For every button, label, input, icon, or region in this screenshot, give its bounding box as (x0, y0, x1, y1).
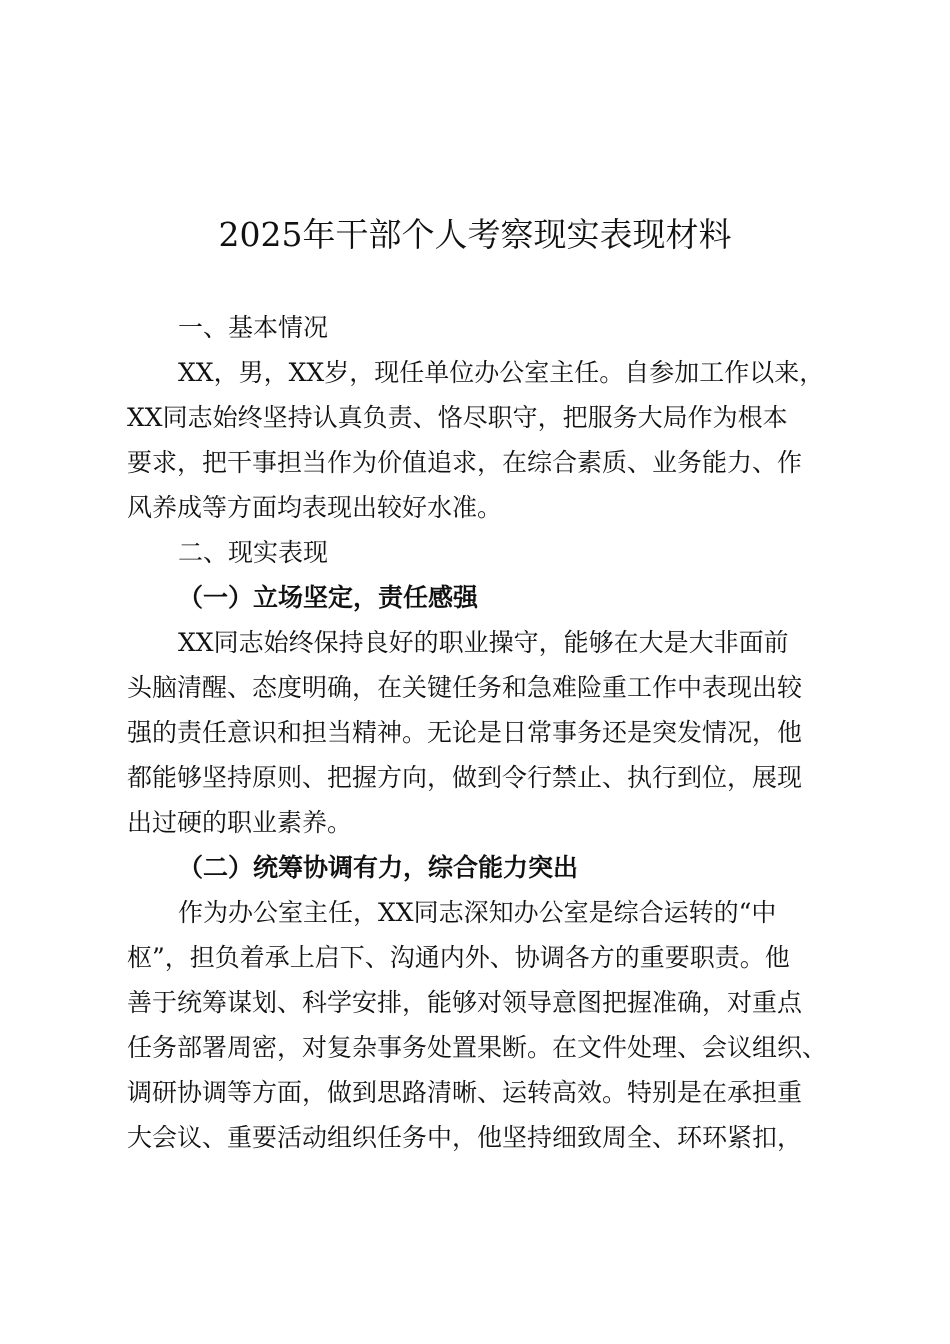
section-heading-basic-info: 一、基本情况 (178, 313, 329, 342)
paragraph-line: 头脑清醒、态度明确，在关键任务和急难险重工作中表现出较 (127, 673, 803, 702)
paragraph-line: XX，男，XX岁，现任单位办公室主任。自参加工作以来， (178, 358, 825, 387)
paragraph-line: 都能够坚持原则、把握方向，做到令行禁止、执行到位，展现 (127, 763, 803, 792)
subheading-coordination: （二）统筹协调有力，综合能力突出 (178, 853, 579, 882)
paragraph-line: XX同志始终保持良好的职业操守，能够在大是大非面前 (178, 628, 789, 657)
document-title: 2025年干部个人考察现实表现材料 (218, 215, 732, 254)
paragraph-line: 枢”，担负着承上启下、沟通内外、协调各方的重要职责。他 (127, 943, 790, 972)
paragraph-line: 作为办公室主任，XX同志深知办公室是综合运转的“中 (178, 898, 777, 927)
paragraph-line: 出过硬的职业素养。 (127, 808, 353, 837)
paragraph-line: 调研协调等方面，做到思路清晰、运转高效。特别是在承担重 (127, 1078, 803, 1107)
paragraph-line: XX同志始终坚持认真负责、恪尽职守，把服务大局作为根本 (127, 403, 788, 432)
paragraph-line: 大会议、重要活动组织任务中，他坚持细致周全、环环紧扣， (127, 1123, 803, 1152)
paragraph-line: 任务部署周密，对复杂事务处置果断。在文件处理、会议组织、 (127, 1033, 828, 1062)
section-heading-performance: 二、现实表现 (178, 538, 329, 567)
paragraph-line: 善于统筹谋划、科学安排，能够对领导意图把握准确，对重点 (127, 988, 803, 1017)
paragraph-line: 风养成等方面均表现出较好水准。 (127, 493, 503, 522)
paragraph-line: 强的责任意识和担当精神。无论是日常事务还是突发情况，他 (127, 718, 803, 747)
paragraph-line: 要求，把干事担当作为价值追求，在综合素质、业务能力、作 (127, 448, 803, 477)
subheading-position-firm: （一）立场坚定，责任感强 (178, 583, 479, 612)
